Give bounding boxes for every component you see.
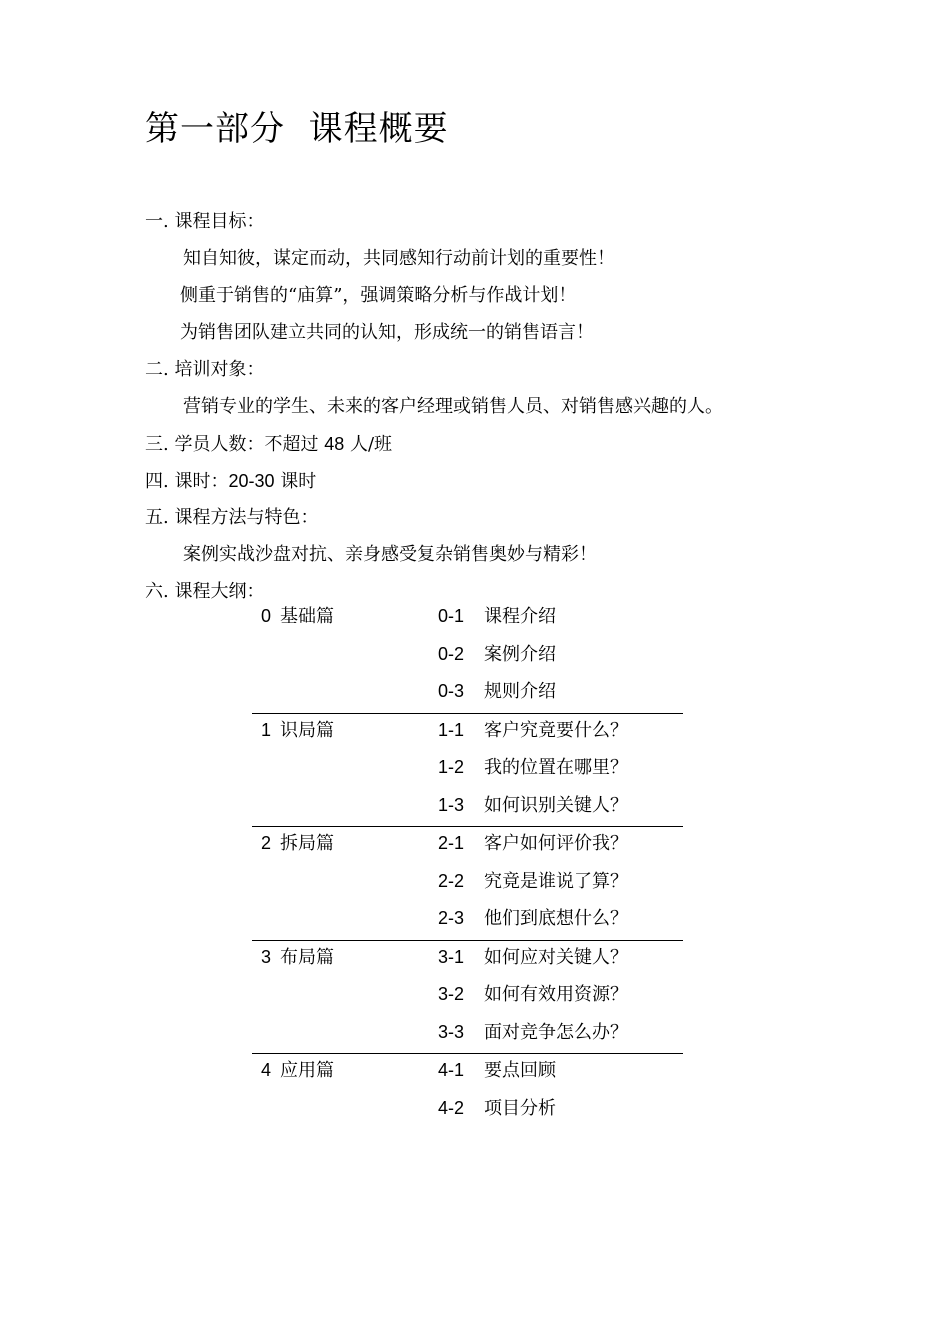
outline-chapter: [252, 1053, 683, 1167]
section-heading: 课程方法与特色：: [174, 507, 319, 528]
goal-item: 侧重于销售的“庙算”，强调策略分析与作战计划！: [180, 285, 577, 306]
section-marker: 二.: [145, 359, 169, 380]
lesson-code: 2-3: [438, 908, 465, 928]
class-size-prefix: 不超过: [264, 434, 325, 455]
section-marker: 一.: [145, 211, 169, 232]
outline-chapter: [252, 713, 683, 827]
page-title: 第一部分 课程概要: [145, 109, 449, 149]
lesson-title: 如何应对关键人？: [484, 946, 628, 968]
lesson-code: 1-2: [438, 757, 465, 777]
section-audience-heading: [145, 358, 264, 382]
section-heading: 课时：: [174, 471, 229, 492]
chapter-title: [261, 1058, 334, 1083]
lesson-title: 他们到底想什么？: [484, 908, 628, 929]
chapter-name: 布局篇: [280, 946, 335, 968]
section-class-size: [145, 432, 392, 457]
section-goals-heading: [145, 210, 264, 234]
lesson-title: 课程介绍: [484, 606, 556, 627]
chapter-name: 应用篇: [280, 1060, 335, 1081]
outline-chapter: [252, 826, 683, 940]
audience-text: 营销专业的学生、未来的客户经理或销售人员、对销售感兴趣的人。: [183, 396, 723, 417]
lesson-row: [438, 982, 628, 1006]
lesson-code: 0-1: [438, 606, 465, 626]
lesson-code: 0-3: [438, 681, 465, 701]
chapter-number: 3: [261, 946, 272, 967]
section-outline-heading: [145, 580, 264, 604]
chapter-number: 1: [261, 719, 272, 740]
lesson-code: 1-1: [438, 719, 465, 740]
lesson-title: 案例介绍: [484, 643, 556, 665]
lesson-code: 3-1: [438, 946, 465, 967]
chapter-title: [261, 604, 334, 629]
section-marker: 五.: [145, 507, 169, 528]
section-method-heading: [145, 506, 318, 530]
lesson-code: 4-2: [438, 1097, 465, 1118]
hours-suffix: 课时: [274, 471, 317, 492]
goal-item: 为销售团队建立共同的认知，形成统一的销售语言！: [180, 322, 594, 343]
outline-chapter: [252, 600, 683, 713]
lesson-row: [438, 945, 628, 969]
lesson-title: 客户究竟要什么？: [484, 719, 628, 741]
chapter-name: 识局篇: [280, 719, 335, 741]
class-size-number: 48: [324, 434, 345, 454]
section-marker: 六.: [145, 581, 169, 602]
lesson-code: 4-1: [438, 1060, 465, 1080]
section-marker: 四.: [145, 471, 169, 492]
chapter-title: [261, 718, 334, 743]
lesson-row: [438, 679, 556, 703]
chapter-name: 拆局篇: [280, 833, 335, 854]
lesson-title: 如何有效用资源？: [484, 984, 628, 1005]
lesson-code: 2-1: [438, 833, 465, 853]
lesson-code: 0-2: [438, 643, 465, 664]
section-heading: 培训对象：: [174, 359, 265, 380]
outline-chapter: [252, 940, 683, 1054]
class-size-suffix: 人/班: [344, 434, 393, 455]
chapter-title: [261, 831, 334, 856]
outline-table: [252, 600, 683, 1167]
lesson-title: 面对竞争怎么办？: [484, 1021, 628, 1043]
chapter-number: 2: [261, 833, 272, 853]
lesson-title: 项目分析: [484, 1097, 556, 1119]
section-marker: 三.: [145, 434, 169, 455]
section-heading: 学员人数：: [174, 434, 265, 455]
section-heading: 课程大纲：: [174, 581, 265, 602]
chapter-number: 0: [261, 606, 272, 626]
section-heading: 课程目标：: [174, 211, 265, 232]
lesson-title: 究竟是谁说了算？: [484, 870, 628, 892]
lesson-code: 3-2: [438, 984, 465, 1004]
hours-number: 20-30: [228, 471, 275, 491]
lesson-title: 我的位置在哪里？: [484, 757, 628, 778]
lesson-title: 规则介绍: [484, 681, 556, 702]
chapter-title: [261, 945, 334, 970]
lesson-row: [438, 604, 556, 628]
goal-item: 知自知彼，谋定而动，共同感知行动前计划的重要性！: [183, 248, 615, 269]
lesson-row: [438, 793, 628, 817]
lesson-row: [438, 642, 556, 666]
lesson-row: [438, 906, 628, 930]
lesson-code: 1-3: [438, 794, 465, 815]
lesson-title: 如何识别关键人？: [484, 794, 628, 816]
chapter-name: 基础篇: [280, 606, 335, 627]
features-text: 案例实战沙盘对抗、亲身感受复杂销售奥妙与精彩！: [183, 544, 597, 565]
lesson-code: 2-2: [438, 870, 465, 891]
lesson-code: 3-3: [438, 1021, 465, 1042]
lesson-row: [438, 1058, 556, 1082]
lesson-row: [438, 1096, 556, 1120]
lesson-row: [438, 869, 628, 893]
lesson-row: [438, 1020, 628, 1044]
lesson-row: [438, 831, 628, 855]
lesson-title: 客户如何评价我？: [484, 833, 628, 854]
lesson-row: [438, 755, 628, 779]
lesson-title: 要点回顾: [484, 1060, 556, 1081]
chapter-number: 4: [261, 1060, 272, 1080]
lesson-row: [438, 718, 628, 742]
section-hours: [145, 469, 316, 494]
